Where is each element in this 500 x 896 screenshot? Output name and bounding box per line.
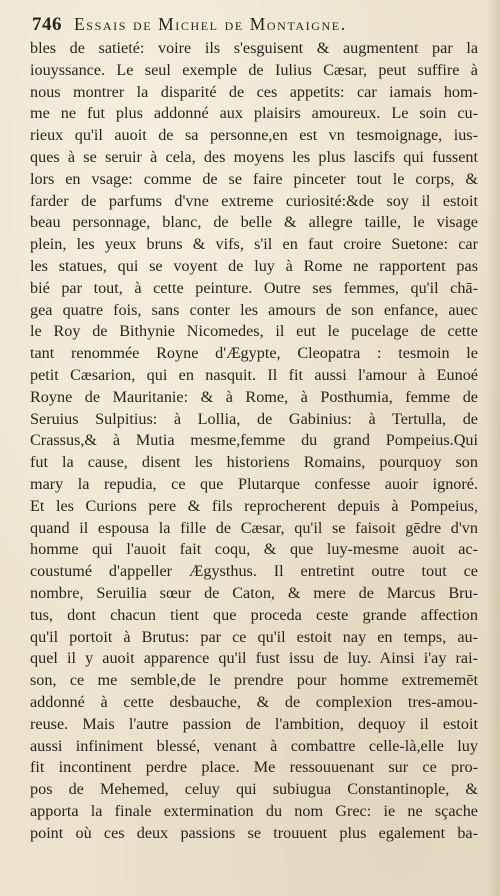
text-line: me ne fut plus addonné aux plaisirs amoureux. Le soin cu- <box>30 104 478 123</box>
text-line: son, ce me semble,de le prendre pour homme extrememēt <box>30 671 478 690</box>
text-line: rieux qu'il auoit de sa personne,en est vn tesmoignage, ius- <box>30 126 478 145</box>
page-edge-shadow <box>486 0 500 896</box>
text-line: petit Cæsarion, qui en nasquit. Il fit aussi l'amour à Eunoé <box>30 365 478 384</box>
text-line: addonné à cette desbauche, & de complexion tres-amou- <box>30 692 478 711</box>
text-line: Seruius Sulpitius: à Lollia, de Gabinius: à Tertulla, de <box>30 409 478 428</box>
text-line: nous montrer la disparité de ces appetits: car iamais hom- <box>30 82 478 101</box>
text-line: tus, dont chacun tient que proceda ceste grande affection <box>30 605 478 624</box>
text-line: bié par tout, à cette peinture. Outre ses femmes, qu'il chā- <box>30 278 478 297</box>
page-number: 746 <box>32 14 62 35</box>
text-line: iouyssance. Le seul exemple de Iulius Cæsar, peut suffire à <box>30 60 478 79</box>
text-line: point où ces deux passions se trouuent plus egalement ba- <box>30 823 478 842</box>
text-line: lors en vsage: comme de se faire pinceter tout le corps, & <box>30 169 478 188</box>
text-line: Crassus,& à Mutia mesme,femme du grand Pompeius.Qui <box>30 431 478 450</box>
text-line: coustumé d'appeller Ægysthus. Il entretint outre tout ce <box>30 562 478 581</box>
text-line: homme qui l'auoit fait coqu, & que luy-mesme auoit ac- <box>30 540 478 559</box>
running-head <box>32 14 480 38</box>
text-line: Et les Curions pere & fils reprocherent depuis à Pompeius, <box>30 496 478 515</box>
text-line: ques à se seruir à cela, des moyens les plus lascifs qui fussent <box>30 147 478 166</box>
text-line: mary la repudia, ce que Plutarque confesse auoir ignoré. <box>30 474 478 493</box>
text-line: aussi infiniment blessé, venant à combattre celle-là,elle luy <box>30 736 478 755</box>
text-line: quel il y auoit apparence qu'il fust issu de luy. Ainsi i'ay rai- <box>30 649 478 668</box>
text-line: bles de satieté: voire ils s'esguisent & augmentent par la <box>30 39 478 57</box>
text-line: nombre, Seruilia sœur de Caton, & mere de Marcus Bru- <box>30 583 478 602</box>
text-line: fut la cause, disent les historiens Romains, pourquoy son <box>30 453 478 472</box>
text-line: reuse. Mais l'autre passion de l'ambition, dequoy il estoit <box>30 714 478 733</box>
text-line: plein, les yeux bruns & vifs, s'il en faut croire Suetone: car <box>30 235 478 254</box>
text-line: fit incontinent perdre place. Me ressouuenant sur ce pro- <box>30 758 478 777</box>
running-title: Essais de Michel de Montaigne. <box>74 14 347 34</box>
text-line: qu'il portoit à Brutus: par ce qu'il estoit nay en temps, au- <box>30 627 478 646</box>
text-line: beau personnage, blanc, de belle & allegre taille, le visage <box>30 213 478 232</box>
text-line: le Roy de Bithynie Nicomedes, il eut le pucelage de cette <box>30 322 478 341</box>
text-line: quand il espousa la fille de Cæsar, qu'il se faisoit gēdre d'vn <box>30 518 478 537</box>
text-line: apporta la finale extermination du nom Grec: ie ne sçache <box>30 801 478 820</box>
text-line: Royne de Mauritanie: & à Rome, à Posthumia, femme de <box>30 387 478 406</box>
text-line: farder de parfums d'vne extreme curiosité:&de soy il estoit <box>30 191 478 210</box>
text-line: les statues, qui se voyent de luy à Rome ne rapportent pas <box>30 256 478 275</box>
text-line: pos de Mehemed, celuy qui subiugua Constantinople, & <box>30 780 478 799</box>
text-line: tant renommée Royne d'Ægypte, Cleopatra : tesmoin le <box>30 344 478 363</box>
body-text <box>30 38 478 844</box>
text-line: gea quatre fois, sans conter les amours de son enfance, auec <box>30 300 478 319</box>
